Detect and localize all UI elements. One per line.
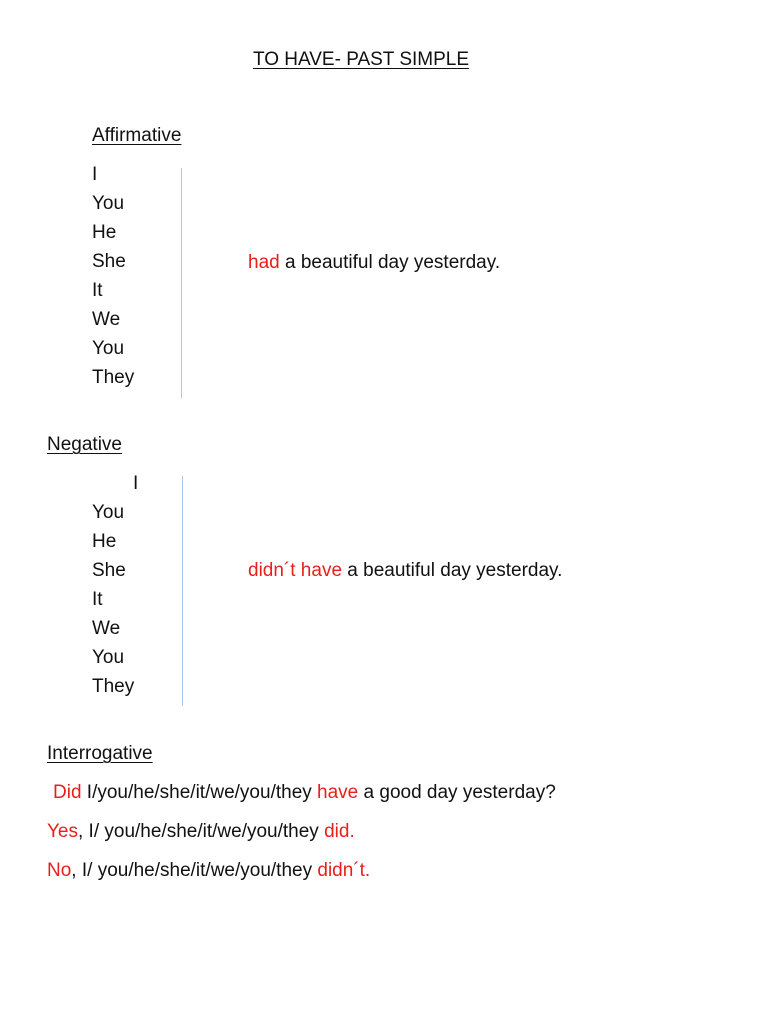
affirmative-pronoun: We xyxy=(92,309,121,330)
affirmative-heading: Affirmative xyxy=(92,125,182,146)
negative-heading: Negative xyxy=(47,434,122,455)
affirmative-sentence xyxy=(248,253,500,272)
negative-bracket-line xyxy=(182,476,183,706)
affirmative-pronoun: I xyxy=(92,164,98,185)
question-subjects: I/you/he/she/it/we/you/they xyxy=(81,782,318,803)
negative-sentence xyxy=(248,561,562,580)
negative-rest: a beautiful day yesterday. xyxy=(342,560,563,581)
affirmative-rest: a beautiful day yesterday. xyxy=(279,252,501,273)
negative-pronoun: We xyxy=(92,618,121,639)
negative-pronoun: They xyxy=(92,676,135,697)
negative-verb: didn´t have xyxy=(248,560,343,581)
affirmative-pronoun: He xyxy=(92,222,117,243)
question-verb: have xyxy=(317,782,359,803)
negative-pronoun: I xyxy=(133,473,139,494)
affirmative-pronoun: You xyxy=(92,193,125,214)
yes-aux: did. xyxy=(324,821,355,842)
affirmative-verb: had xyxy=(248,252,280,273)
yes-answer xyxy=(47,822,355,841)
negative-pronoun: It xyxy=(92,589,103,610)
affirmative-pronoun: They xyxy=(92,367,135,388)
yes-word: Yes xyxy=(47,821,78,842)
affirmative-pronoun: She xyxy=(92,251,126,272)
page-title: TO HAVE- PAST SIMPLE xyxy=(252,49,470,70)
negative-pronoun: She xyxy=(92,560,126,581)
no-answer xyxy=(47,861,370,880)
affirmative-pronoun: It xyxy=(92,280,103,301)
no-aux: didn´t. xyxy=(317,860,371,881)
affirmative-bracket-line xyxy=(181,168,182,398)
interrogative-question xyxy=(53,783,556,802)
question-rest: a good day yesterday? xyxy=(358,782,556,803)
no-subjects: , I/ you/he/she/it/we/you/they xyxy=(71,860,318,881)
question-aux: Did xyxy=(53,782,82,803)
negative-pronoun: You xyxy=(92,647,125,668)
negative-pronoun: He xyxy=(92,531,117,552)
yes-subjects: , I/ you/he/she/it/we/you/they xyxy=(78,821,325,842)
no-word: No xyxy=(47,860,72,881)
affirmative-pronoun: You xyxy=(92,338,125,359)
negative-pronoun: You xyxy=(92,502,125,523)
interrogative-heading: Interrogative xyxy=(47,743,153,764)
